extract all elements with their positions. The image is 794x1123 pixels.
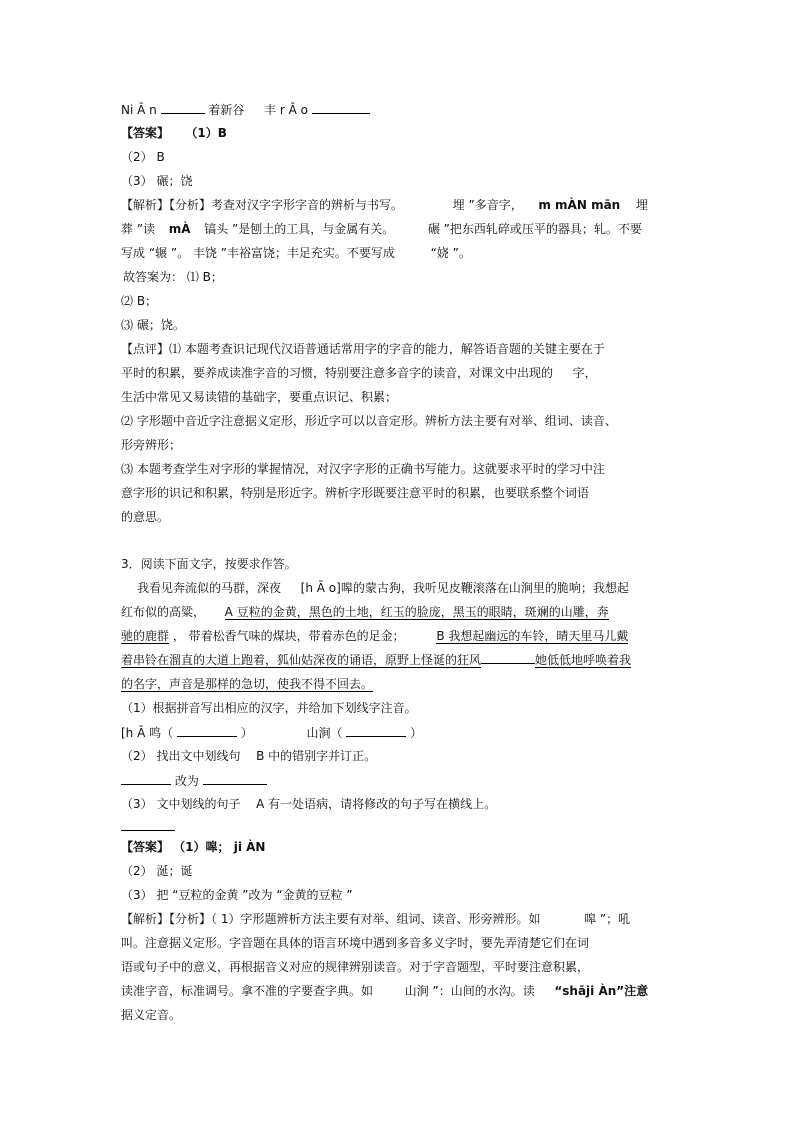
blank-2 <box>312 101 370 114</box>
answer-1: （1）B <box>185 126 227 140</box>
summary-3: ⑶ 碾；饶。 <box>121 318 185 332</box>
underlined-sentence-b: B 我想起幽远的车铃，晴天里马儿戴 <box>436 629 629 643</box>
analysis-3-line1 <box>121 911 630 927</box>
summary-1: 故答案为： ⑴ B； <box>123 270 223 284</box>
analysis-text: 【解析】【分析】（ 1）字形题辨析方法主要有对举、组词、读音、形旁辨形。如 <box>121 912 541 926</box>
comment-text: 字， <box>572 366 597 380</box>
answer-blank-1[interactable] <box>177 724 237 737</box>
paren-close: ） <box>240 726 253 740</box>
sub-question-1-blanks <box>121 724 422 741</box>
analysis-pinyin: “shāji Àn”注意 <box>554 984 649 998</box>
passage-text: [h Ā o]嗥的蒙古狗，我听见皮鞭滚落在山涧里的脆响；我想起 <box>300 581 629 595</box>
analysis-text: 葬 ”读 <box>121 222 156 236</box>
comment-line6: ⑶ 本题考查学生对字形的掌握情况，对汉字字形的正确书写能力。这就要求平时的学习中注 <box>121 462 605 476</box>
sub-question-text: （3） 文中划线的句子 <box>121 797 241 811</box>
analysis-pinyin: m mÀN mān <box>538 198 621 212</box>
analysis-text: 写成 “辗 ”。 丰饶 ”丰裕富饶；丰足充实。不要写成 <box>121 246 395 260</box>
sub-question-text: A 有一处语病，请将修改的句子写在横线上。 <box>256 797 497 811</box>
question-3-title: 3．阅读下面文字，按要求作答。 <box>121 557 297 571</box>
pinyin-prompt: [h Ā 鸣（ <box>121 726 174 740</box>
pinyin-1: Ni Ā n <box>121 103 157 117</box>
underlined-sentence-b: 她低低地呼唤着我 <box>535 653 632 667</box>
answer-blank-4[interactable] <box>203 772 267 785</box>
analysis-text: 镐头 ”是刨土的工具，与金属有关。 <box>204 222 395 236</box>
summary-2: ⑵ B； <box>121 294 158 308</box>
answer-3-line3: （3） 把 “豆粒的金黄 ”改为 “金黄的豆粒 ” <box>121 888 353 902</box>
analysis-text: 埋 ”多音字， <box>452 198 523 212</box>
analysis-text: 山涧 ”：山间的水沟。读 <box>404 984 535 998</box>
answer-3-line1: 【答案】 （1）嗥； ji ÀN <box>121 840 266 854</box>
analysis-3-line4 <box>121 983 648 999</box>
passage-line1 <box>137 580 629 596</box>
answer-2: （2） B <box>121 150 165 164</box>
passage-line5 <box>121 676 373 692</box>
comment-line5: 形旁辨形； <box>121 438 182 452</box>
sub-question-text: B 中的错别字并订正。 <box>256 749 377 763</box>
comment-line4: ⑵ 字形题中音近字注意据义定形，形近字可以以音定形。辨析方法主要有对举、组词、读音、 <box>121 414 617 428</box>
underlined-sentence-b: 的名字，声音是那样的急切，使我不得不回去。 <box>121 677 374 691</box>
change-to-label: 改为 <box>174 774 199 788</box>
analysis-text: 【解析】【分析】考查对汉字字形字音的辨析与书写。 <box>121 198 404 212</box>
underlined-sentence-a: 驰的鹿群 <box>121 629 170 643</box>
word-prompt: 山涧（ <box>306 726 343 740</box>
analysis-3-line2: 叫。注意据义定形。字音题在具体的语言环境中遇到多音多义字时，要先弄清楚它们在词 <box>121 936 590 950</box>
pinyin-2: 丰 r Ā o <box>264 103 309 117</box>
passage-line2 <box>121 604 609 620</box>
sub-question-text: （2） 找出文中划线句 <box>121 749 241 763</box>
answer-3-line2: （2） 涎；诞 <box>121 864 193 878</box>
answer-tag: 【答案】 <box>121 126 170 140</box>
analysis-1-line2 <box>121 221 642 237</box>
passage-text: ， 带着松香气味的煤块，带着赤色的足金； <box>172 629 405 643</box>
passage-text: 我看见奔流似的马群，深夜 <box>137 581 282 595</box>
answer-blank-3[interactable] <box>121 772 171 785</box>
passage-text: 红布似的高粱， <box>121 605 206 619</box>
top-line <box>121 101 370 118</box>
analysis-text: 读准字音，标准调号。拿不准的字要查字典。如 <box>121 984 374 998</box>
comment-line7: 意字形的识记和积累，特别是形近字。辨析字形既要注意平时的积累，也要联系整个词语 <box>121 486 590 500</box>
blank-1 <box>161 101 205 114</box>
analysis-pinyin: mÀ <box>168 222 191 236</box>
top-mid: 着新谷 <box>208 103 245 117</box>
comment-line2 <box>121 365 597 381</box>
sub-question-1: （1）根据拼音写出相应的汉字，并给加下划线字注音。 <box>121 701 417 715</box>
comment-text: 平时的积累，要养成读准字音的习惯，特别要注意多音字的读音，对课文中出现的 <box>121 366 554 380</box>
paren-close: ） <box>410 726 423 740</box>
analysis-text: 嗥 ”；吼 <box>584 912 631 926</box>
comment-line8: 的意思。 <box>121 510 170 524</box>
underlined-sentence-b: 着串铃在溜直的大道上跑着，狐仙姑深夜的诵语，原野上怪诞的狂风 <box>121 653 482 667</box>
analysis-text: 碾 ”把东西轧碎或压平的器具；轧。不要 <box>427 222 642 236</box>
sub-question-2 <box>121 748 376 764</box>
analysis-text: “娆 ”。 <box>430 246 471 260</box>
sub-question-2-blanks <box>121 772 267 789</box>
underlined-sentence-a: A 豆粒的金黄，黑色的土地，红玉的脸庞，黑玉的眼睛，斑斓的山雕，奔 <box>224 605 609 619</box>
passage-line4 <box>121 652 631 668</box>
answer-label <box>121 125 227 141</box>
comment-line1: 【点评】⑴ 本题考查识记现代汉语普通话常用字的字音的能力，解答语音题的关键主要在于 <box>121 342 605 356</box>
passage-line3 <box>121 628 628 644</box>
analysis-3-line5: 据义定音。 <box>121 1008 182 1022</box>
analysis-3-line3: 语或句子中的意义，再根据音义对应的规律辨别读音。对于字音题型，平时要注意积累， <box>121 960 590 974</box>
answer-3: （3） 碾；饶 <box>121 174 193 188</box>
analysis-text: 埋 <box>635 198 648 212</box>
answer-line-3[interactable] <box>121 830 175 831</box>
answer-blank-2[interactable] <box>346 724 406 737</box>
analysis-1-line1 <box>121 197 648 213</box>
analysis-1-line3 <box>121 245 471 261</box>
sub-question-3 <box>121 796 496 812</box>
comment-line3: 生活中常见又易读错的基础字，要重点识记、积累； <box>121 390 398 404</box>
